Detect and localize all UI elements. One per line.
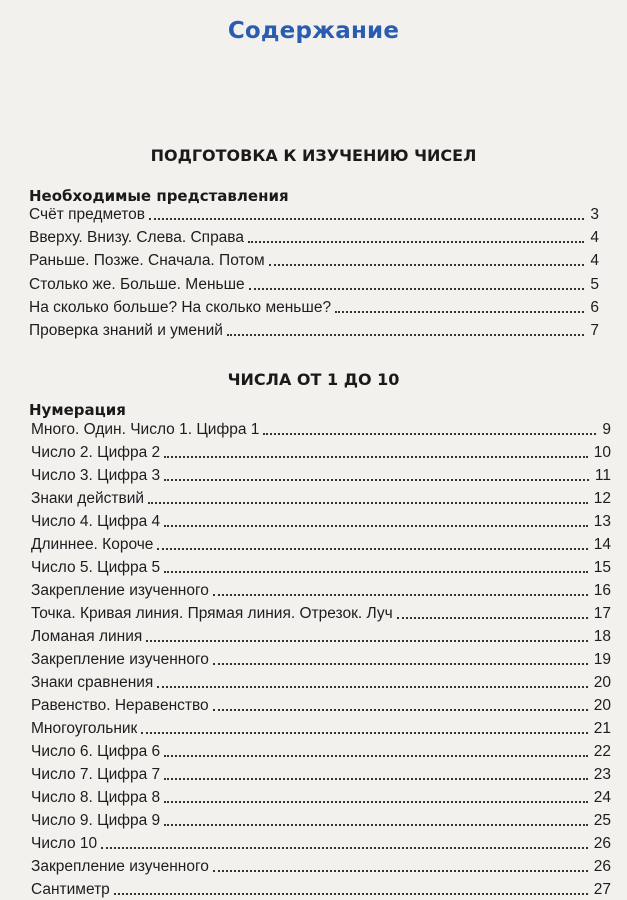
toc-page-number: 21 bbox=[593, 720, 611, 737]
dot-leader bbox=[164, 571, 588, 573]
toc-entry-title: Число 2. Цифра 2 bbox=[31, 444, 161, 461]
part-heading-preparation: ПОДГОТОВКА К ИЗУЧЕНИЮ ЧИСЕЛ bbox=[150, 146, 477, 165]
dot-leader bbox=[149, 218, 584, 220]
toc-page-number: 12 bbox=[593, 490, 611, 507]
toc-page-number: 18 bbox=[593, 628, 611, 645]
toc-page-number: 24 bbox=[593, 789, 611, 806]
toc-entry bbox=[29, 247, 599, 270]
toc-page-number: 20 bbox=[593, 674, 611, 691]
toc-entry bbox=[31, 692, 611, 715]
toc-page-number: 22 bbox=[593, 743, 611, 760]
toc-entry bbox=[31, 830, 611, 853]
toc-entry-title: Сантиметр bbox=[31, 881, 110, 898]
toc-entry-title: Точка. Кривая линия. Прямая линия. Отрезок. Луч bbox=[31, 605, 393, 622]
toc-page-number: 4 bbox=[590, 252, 599, 270]
dot-leader bbox=[213, 709, 588, 711]
toc-page-number: 15 bbox=[593, 559, 611, 576]
toc-page-number: 26 bbox=[593, 835, 611, 852]
toc-page-number: 13 bbox=[593, 513, 611, 530]
dot-leader bbox=[101, 847, 588, 849]
toc-entry-title: Счёт предметов bbox=[29, 206, 146, 223]
toc-page-number: 26 bbox=[593, 858, 611, 875]
dot-leader bbox=[213, 594, 588, 596]
toc-entry bbox=[29, 294, 599, 317]
toc-page-number: 20 bbox=[593, 697, 611, 714]
toc-entry-title: Число 8. Цифра 8 bbox=[31, 789, 161, 806]
toc-entry bbox=[31, 807, 611, 830]
dot-leader bbox=[164, 479, 589, 481]
toc-entry-title: Число 6. Цифра 6 bbox=[31, 743, 161, 760]
dot-leader bbox=[213, 663, 588, 665]
toc-entry-title: Знаки действий bbox=[31, 490, 145, 507]
toc-entry-title: Число 4. Цифра 4 bbox=[31, 513, 161, 530]
dot-leader bbox=[213, 870, 588, 872]
toc-entry bbox=[31, 853, 611, 876]
dot-leader bbox=[148, 502, 588, 504]
toc-entry bbox=[29, 317, 599, 340]
toc-entry-title: Число 3. Цифра 3 bbox=[31, 467, 161, 484]
toc-entry bbox=[31, 600, 611, 623]
toc-page-number: 19 bbox=[593, 651, 611, 668]
toc-entry bbox=[29, 201, 599, 224]
dot-leader bbox=[164, 755, 588, 757]
toc-page-number: 23 bbox=[593, 766, 611, 783]
toc-page-number: 27 bbox=[593, 881, 611, 898]
toc-entry bbox=[31, 577, 611, 600]
toc-entry-title: На сколько больше? На сколько меньше? bbox=[29, 298, 332, 316]
dot-leader bbox=[164, 801, 588, 803]
toc-entry-title: Равенство. Неравенство bbox=[31, 697, 209, 714]
dot-leader bbox=[164, 778, 588, 780]
toc-page-number: 3 bbox=[590, 206, 599, 223]
dot-leader bbox=[335, 311, 584, 313]
toc-entry bbox=[31, 646, 611, 669]
toc-entry bbox=[31, 669, 611, 692]
toc-entry-title: Многоугольник bbox=[31, 720, 138, 737]
toc-page-number: 9 bbox=[602, 421, 611, 438]
toc-page-number: 5 bbox=[590, 275, 599, 293]
toc-entry bbox=[31, 623, 611, 646]
part-heading-numbers-1-10: ЧИСЛА ОТ 1 ДО 10 bbox=[227, 370, 400, 389]
toc-page-number: 10 bbox=[593, 444, 611, 461]
toc-entry-title: Много. Один. Число 1. Цифра 1 bbox=[31, 421, 260, 438]
toc-entry-title: Раньше. Позже. Сначала. Потом bbox=[29, 252, 265, 270]
dot-leader bbox=[157, 548, 587, 550]
toc-entry bbox=[31, 531, 611, 554]
dot-leader bbox=[227, 334, 584, 336]
dot-leader bbox=[249, 288, 585, 290]
toc-entry-title: Знаки сравнения bbox=[31, 674, 154, 691]
toc-entry bbox=[31, 416, 611, 439]
toc-entry bbox=[31, 485, 611, 508]
toc-page-number: 17 bbox=[593, 605, 611, 622]
dot-leader bbox=[164, 456, 588, 458]
dot-leader bbox=[269, 264, 585, 266]
toc-entry bbox=[31, 462, 611, 485]
dot-leader bbox=[146, 640, 587, 642]
toc-page-number: 6 bbox=[590, 298, 599, 316]
toc-page-number: 11 bbox=[594, 467, 611, 484]
toc-entry bbox=[31, 508, 611, 531]
toc-entry bbox=[31, 554, 611, 577]
dot-leader bbox=[263, 433, 596, 435]
toc-entry-title: Число 5. Цифра 5 bbox=[31, 559, 161, 576]
section-heading-representations: Необходимые представления bbox=[29, 187, 289, 205]
toc-page-number: 4 bbox=[590, 229, 599, 247]
toc-entry-title: Число 7. Цифра 7 bbox=[31, 766, 161, 783]
toc-entry-title: Число 9. Цифра 9 bbox=[31, 812, 161, 829]
toc-entry-title: Закрепление изученного bbox=[31, 651, 209, 668]
toc-entry-title: Закрепление изученного bbox=[31, 582, 209, 599]
toc-entry bbox=[31, 761, 611, 784]
toc-entry-title: Число 10 bbox=[31, 835, 98, 852]
toc-entry bbox=[31, 738, 611, 761]
toc-entry-title: Ломаная линия bbox=[31, 628, 143, 645]
dot-leader bbox=[141, 732, 587, 734]
section-heading-numeration: Нумерация bbox=[29, 401, 126, 419]
toc-page-number: 7 bbox=[590, 322, 599, 339]
toc-entry-title: Вверху. Внизу. Слева. Справа bbox=[29, 229, 244, 247]
toc-entry-title: Закрепление изученного bbox=[31, 858, 209, 875]
toc-entry bbox=[29, 271, 599, 294]
toc-page-number: 16 bbox=[593, 582, 611, 599]
dot-leader bbox=[157, 686, 587, 688]
dot-leader bbox=[248, 241, 584, 243]
toc-entry bbox=[31, 876, 611, 899]
toc-entry bbox=[31, 784, 611, 807]
toc-page-number: 25 bbox=[593, 812, 611, 829]
page-title: Содержание bbox=[227, 18, 400, 44]
toc-entry-title: Столько же. Больше. Меньше bbox=[29, 275, 245, 293]
toc-entry-title: Длиннее. Короче bbox=[31, 536, 154, 553]
toc-entry bbox=[31, 439, 611, 462]
toc-entry-title: Проверка знаний и умений bbox=[29, 322, 223, 339]
dot-leader bbox=[397, 617, 588, 619]
dot-leader bbox=[164, 525, 588, 527]
toc-page-number: 14 bbox=[593, 536, 611, 553]
toc-entry bbox=[29, 224, 599, 247]
dot-leader bbox=[164, 824, 588, 826]
dot-leader bbox=[114, 893, 588, 895]
toc-entry bbox=[31, 715, 611, 738]
